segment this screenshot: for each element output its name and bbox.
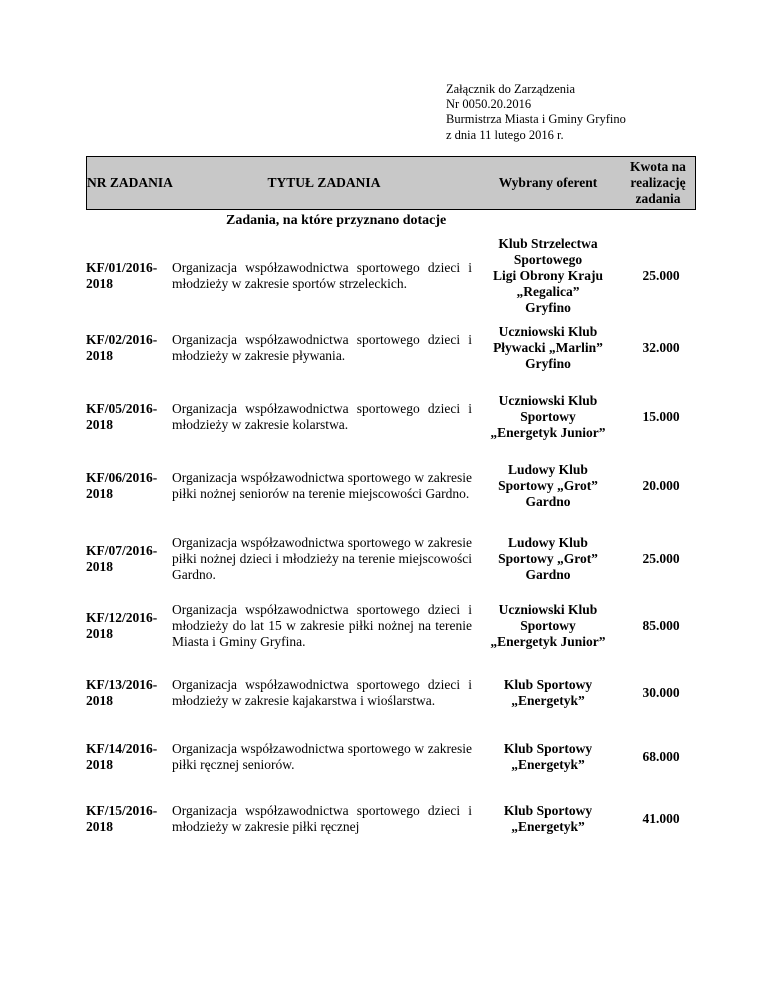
attachment-note-line: Załącznik do Zarządzenia <box>446 82 576 96</box>
task-number: KF/06/2016-2018 <box>86 470 158 501</box>
task-number: KF/02/2016-2018 <box>86 332 158 363</box>
table-row <box>86 318 696 378</box>
amount: 32.000 <box>642 340 680 355</box>
task-title-text: Organizacja współzawodnictwa sportowego w zakresie piłki nożnej dzieci i młodzieży na terenie miejscowości Gardno. <box>172 535 472 582</box>
attachment-note <box>446 82 626 143</box>
task-title <box>172 663 472 723</box>
task-title <box>172 456 472 516</box>
column-header-title: TYTUŁ ZADANIA <box>267 175 381 190</box>
table-row <box>86 529 696 589</box>
table-row <box>86 733 696 781</box>
selected-offeror: Klub Strzelectwa Sportowego Ligi Obrony Kraju „Regalica” Gryfino <box>492 236 604 315</box>
task-title-text: Organizacja współzawodnictwa sportowego dzieci i młodzieży w zakresie kajakarstwa i wioślarstwa. <box>172 677 472 708</box>
selected-offeror: Klub Sportowy „Energetyk” <box>503 677 593 708</box>
amount: 85.000 <box>642 618 680 633</box>
selected-offeror: Uczniowski Klub Sportowy „Energetyk Junior” <box>490 602 606 649</box>
task-number: KF/14/2016-2018 <box>86 741 158 772</box>
table-row <box>86 456 696 516</box>
task-title <box>172 795 472 843</box>
task-title-text: Organizacja współzawodnictwa sportowego dzieci i młodzieży w zakresie piłki ręcznej <box>172 803 472 834</box>
selected-offeror: Klub Sportowy „Energetyk” <box>503 741 593 772</box>
task-title <box>172 318 472 378</box>
attachment-note-line: Burmistrza Miasta i Gminy Gryfino <box>446 112 626 127</box>
table-row <box>86 230 696 322</box>
selected-offeror: Uczniowski Klub Pływacki „Marlin” Gryfino <box>493 324 603 371</box>
task-number: KF/01/2016-2018 <box>86 260 158 291</box>
task-title-text: Organizacja współzawodnictwa sportowego dzieci i młodzieży w zakresie pływania. <box>172 332 472 363</box>
amount: 30.000 <box>642 685 680 700</box>
attachment-note-line: z dnia 11 lutego 2016 r. <box>446 127 564 142</box>
section-heading-text: Zadania, na które przyznano dotacje <box>226 213 447 228</box>
selected-offeror: Uczniowski Klub Sportowy „Energetyk Junior” <box>490 393 606 440</box>
task-number: KF/12/2016-2018 <box>86 610 158 641</box>
task-title <box>172 387 472 447</box>
table-row <box>86 387 696 447</box>
task-title <box>172 596 472 656</box>
table-row <box>86 795 696 843</box>
task-title <box>172 733 472 781</box>
amount: 25.000 <box>642 551 680 566</box>
table-header <box>86 156 696 210</box>
attachment-note-line: Nr 0050.20.2016 <box>446 97 532 112</box>
table-row <box>86 663 696 723</box>
selected-offeror: Ludowy Klub Sportowy „Grot” Gardno <box>498 462 598 509</box>
column-header-nr: NR ZADANIA <box>87 175 173 190</box>
task-title <box>172 230 472 322</box>
column-header-kwota: Kwota na realizację zadania <box>630 159 686 206</box>
task-number: KF/05/2016-2018 <box>86 401 158 432</box>
task-title-text: Organizacja współzawodnictwa sportowego dzieci i młodzieży w zakresie kolarstwa. <box>172 401 472 432</box>
amount: 15.000 <box>642 409 680 424</box>
table-row <box>86 596 696 656</box>
amount: 68.000 <box>642 749 680 764</box>
amount: 20.000 <box>642 478 680 493</box>
task-number: KF/15/2016-2018 <box>86 803 158 834</box>
selected-offeror: Ludowy Klub Sportowy „Grot” Gardno <box>498 535 598 582</box>
column-header-oferent: Wybrany oferent <box>498 175 598 190</box>
selected-offeror: Klub Sportowy „Energetyk” <box>503 803 593 834</box>
task-title-text: Organizacja współzawodnictwa sportowego w zakresie piłki ręcznej seniorów. <box>172 741 472 772</box>
task-number: KF/07/2016-2018 <box>86 543 158 574</box>
task-title-text: Organizacja współzawodnictwa sportowego w zakresie piłki nożnej seniorów na terenie miejscowości Gardno. <box>172 470 472 501</box>
amount: 41.000 <box>642 811 680 826</box>
task-number: KF/13/2016-2018 <box>86 677 158 708</box>
section-heading <box>86 212 696 230</box>
amount: 25.000 <box>642 268 680 283</box>
task-title-text: Organizacja współzawodnictwa sportowego dzieci i młodzieży do lat 15 w zakresie piłki nożnej na terenie Miasta i Gminy Gryfina. <box>172 602 472 649</box>
task-title-text: Organizacja współzawodnictwa sportowego dzieci i młodzieży w zakresie sportów strzeleckich. <box>172 260 472 291</box>
task-title <box>172 529 472 589</box>
